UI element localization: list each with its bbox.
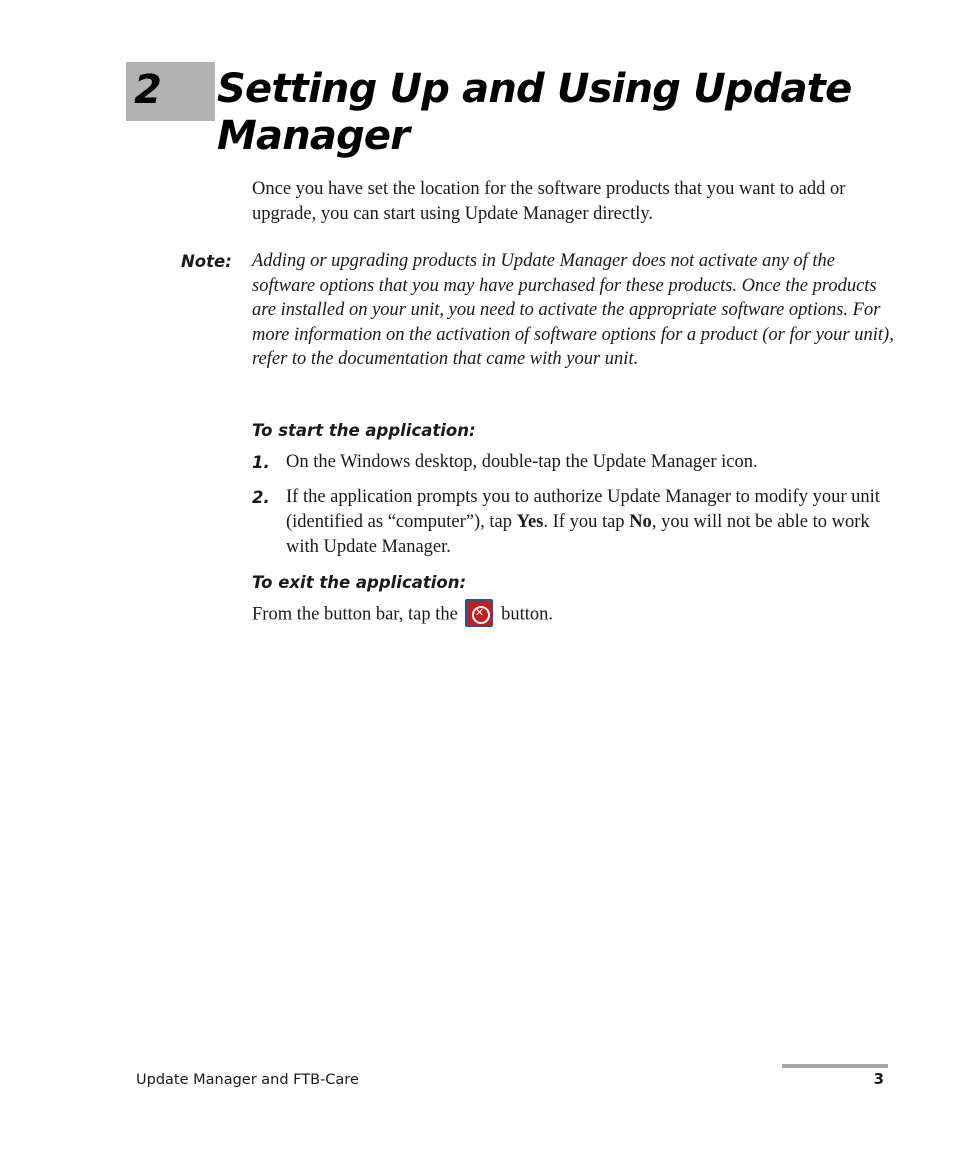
step-number: 1. bbox=[252, 453, 270, 472]
step-text: On the Windows desktop, double-tap the Update Manager icon. bbox=[286, 452, 758, 472]
step-text-part: . If you tap bbox=[543, 512, 630, 532]
close-circle-icon: ✕ bbox=[465, 599, 493, 627]
intro-paragraph: Once you have set the location for the software products that you want to add or upgrade, you can start using Update Manager directly. bbox=[252, 179, 846, 224]
yes-option: Yes bbox=[516, 512, 544, 532]
footer-title: Update Manager and FTB-Care bbox=[136, 1072, 359, 1088]
exit-text-part: button. bbox=[501, 604, 553, 625]
step-text-part: , you will not be able to work with Update Manager. bbox=[286, 512, 870, 557]
step-text bbox=[286, 485, 891, 560]
start-procedure-heading: To start the application: bbox=[252, 421, 476, 440]
chapter-number: 2 bbox=[134, 67, 162, 113]
note-label: Note: bbox=[181, 252, 232, 271]
page-number: 3 bbox=[873, 1070, 884, 1088]
step-text-part: If the application prompts you to authorize Update Manager to modify your unit (identified as “computer”), tap bbox=[286, 487, 880, 532]
exit-instruction bbox=[252, 601, 892, 629]
chapter-number-box bbox=[126, 62, 215, 121]
chapter-title: Setting Up and Using Update Manager bbox=[217, 66, 852, 159]
exit-text-part: From the button bar, tap the bbox=[252, 604, 458, 625]
step-number: 2. bbox=[252, 488, 270, 507]
footer-rule bbox=[782, 1064, 888, 1068]
note-text: Adding or upgrading products in Update Manager does not activate any of the software options that you may have purchased for these products. Once the products are installed on your unit, you need to activate the appropriate software options. For more information on the activation of software options for a product (or for your unit), refer to the documentation that came with your unit. bbox=[252, 251, 894, 370]
exit-procedure-heading: To exit the application: bbox=[252, 573, 467, 592]
no-option: No bbox=[629, 512, 652, 532]
